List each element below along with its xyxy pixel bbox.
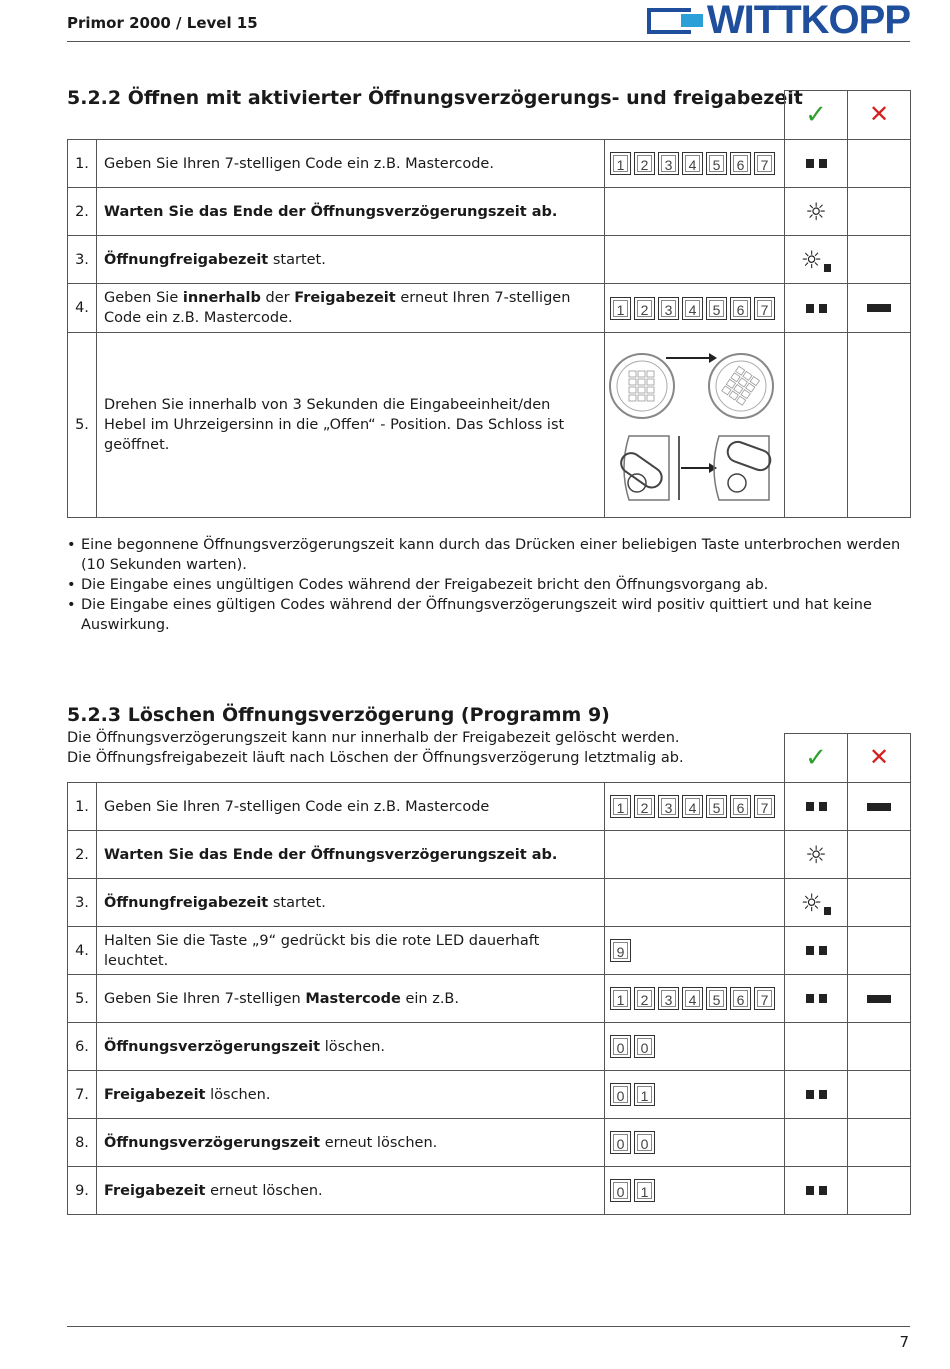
success-indicator (785, 783, 848, 831)
error-indicator (848, 1071, 911, 1119)
error-indicator (848, 783, 911, 831)
step-number: 2. (68, 831, 97, 879)
key-digit: 1 (640, 1088, 649, 1104)
section-subtitle-line-1: Die Öffnungsverzögerungszeit kann nur innerhalb der Freigabezeit gelöscht werden. (67, 730, 680, 746)
page-number: 7 (899, 1333, 909, 1351)
step-number: 1. (68, 140, 97, 188)
steps-table-5-2-3 (67, 733, 911, 1215)
keypad-key-icon (610, 152, 631, 175)
keypad-key-icon (682, 795, 703, 818)
keypad-input (605, 236, 785, 284)
keypad-key-icon (754, 297, 775, 320)
instruction-text: Öffnungfreigabezeit (104, 251, 269, 268)
sun-icon: ☼ (805, 197, 827, 226)
led-double-blink-icon (806, 1090, 827, 1099)
key-digit: 1 (640, 1184, 649, 1200)
instruction-text: Freigabezeit (104, 1086, 206, 1103)
cross-icon: ✕ (868, 743, 890, 771)
keypad-key-icon (658, 987, 679, 1010)
error-indicator (848, 1119, 911, 1167)
instruction-text: Freigabezeit (104, 1182, 206, 1199)
note-item: • Die Eingabe eines gültigen Codes während der Öffnungsverzögerungszeit wird positiv quittiert und hat keine Auswirkung. (67, 595, 912, 635)
success-indicator (785, 975, 848, 1023)
keypad-key-icon (610, 1131, 631, 1154)
wittkopp-logo (647, 0, 910, 42)
keypad-key-icon (706, 795, 727, 818)
error-indicator (848, 236, 911, 284)
check-icon: ✓ (805, 99, 827, 130)
error-column-header (848, 734, 911, 783)
step-instruction (97, 879, 605, 927)
step-number: 3. (68, 879, 97, 927)
table-header-row (68, 734, 911, 783)
keypad-key-icon (730, 297, 751, 320)
sun-icon: ☼ (800, 245, 823, 274)
table-header-row (68, 91, 911, 140)
key-digit: 0 (640, 1040, 649, 1056)
led-double-blink-icon (806, 802, 827, 811)
keypad-key-icon (610, 1035, 631, 1058)
key-digit: 9 (616, 944, 625, 960)
success-indicator (785, 1119, 848, 1167)
key-digit: 6 (736, 157, 745, 173)
key-digit: 5 (712, 800, 721, 816)
page-header (67, 0, 910, 42)
instruction-text: ein z.B. (400, 990, 459, 1007)
instruction-text: Freigabezeit (294, 290, 396, 306)
section-title-5-2-3: 5.2.3 Löschen Öffnungsverzögerung (Programm 9) (67, 704, 610, 726)
instruction-text: erneut löschen. (205, 1182, 323, 1199)
keypad-key-icon (634, 297, 655, 320)
step-instruction (97, 1071, 605, 1119)
table-row (68, 1119, 911, 1167)
table-row (68, 879, 911, 927)
error-indicator (848, 1167, 911, 1215)
step-instruction (97, 236, 605, 284)
keypad-key-icon (754, 987, 775, 1010)
note-item: • Eine begonnene Öffnungsverzögerungszeit kann durch das Drücken einer beliebigen Taste unterbrochen werden (10 Sekunden warten). (67, 535, 912, 575)
keypad-input (605, 333, 785, 518)
keypad-key-icon (658, 795, 679, 818)
keypad-key-icon (682, 297, 703, 320)
key-digit: 5 (712, 992, 721, 1008)
table-row (68, 783, 911, 831)
keypad-key-icon (610, 1083, 631, 1106)
key-digit: 2 (640, 992, 649, 1008)
led-long-icon (867, 995, 891, 1003)
step-number: 1. (68, 783, 97, 831)
table-row (68, 140, 911, 188)
keypad-key-icon (610, 939, 631, 962)
table-row (68, 831, 911, 879)
key-digit: 3 (664, 992, 673, 1008)
key-digit: 3 (664, 157, 673, 173)
keypad-key-icon (634, 1179, 655, 1202)
step-instruction (97, 975, 605, 1023)
key-digit: 6 (736, 301, 745, 318)
keypad-key-icon (706, 987, 727, 1010)
error-column-header (848, 91, 911, 140)
table-row (68, 236, 911, 284)
instruction-text: startet. (268, 251, 326, 268)
key-digit: 5 (712, 157, 721, 173)
key-digit: 1 (616, 301, 625, 318)
led-long-icon (867, 304, 891, 312)
key-digit: 1 (616, 157, 625, 173)
keypad-key-icon (634, 1131, 655, 1154)
instruction-text: Öffnungsverzögerungszeit (104, 1038, 321, 1055)
lock-turn-illustration (609, 338, 779, 510)
instruction-text: Öffnungsverzögerungszeit (104, 1134, 321, 1151)
keypad-key-icon (754, 795, 775, 818)
success-indicator (785, 879, 848, 927)
note-item: • Die Eingabe eines ungültigen Codes während der Freigabezeit bricht den Öffnungsvorgang ab. (67, 575, 912, 595)
instruction-text: innerhalb (182, 290, 261, 306)
error-indicator (848, 140, 911, 188)
keypad-input (605, 1119, 785, 1167)
keypad-key-icon (730, 987, 751, 1010)
error-indicator (848, 831, 911, 879)
table-row (68, 188, 911, 236)
step-instruction (97, 927, 605, 975)
step-instruction (97, 831, 605, 879)
keypad-key-icon (610, 795, 631, 818)
error-indicator (848, 879, 911, 927)
step-instruction (97, 1023, 605, 1071)
led-double-blink-icon (806, 159, 827, 168)
keypad-input (605, 879, 785, 927)
keypad-input (605, 1023, 785, 1071)
key-digit: 2 (640, 157, 649, 173)
step-number: 9. (68, 1167, 97, 1215)
keypad-key-icon (658, 152, 679, 175)
success-indicator (785, 1167, 848, 1215)
success-indicator (785, 236, 848, 284)
keypad-input (605, 188, 785, 236)
keypad-key-icon (610, 1179, 631, 1202)
key-digit: 7 (760, 800, 769, 816)
step-instruction (97, 333, 605, 518)
step-instruction (97, 188, 605, 236)
check-icon: ✓ (805, 742, 827, 773)
keypad-input (605, 783, 785, 831)
led-double-blink-icon (806, 304, 827, 313)
instruction-text: Warten Sie das Ende der Öffnungsverzögerungszeit ab. (104, 846, 558, 863)
instruction-text: löschen. (320, 1038, 386, 1055)
keypad-key-icon (634, 152, 655, 175)
key-digit: 6 (736, 992, 745, 1008)
error-indicator (848, 284, 911, 333)
instruction-text: erneut löschen. (320, 1134, 438, 1151)
key-digit: 4 (688, 800, 697, 816)
step-number: 5. (68, 333, 97, 518)
step-instruction (97, 140, 605, 188)
success-indicator (785, 284, 848, 333)
footer-divider (67, 1326, 910, 1327)
success-indicator (785, 140, 848, 188)
document-title: Primor 2000 / Level 15 (67, 14, 258, 32)
keypad-key-icon (730, 795, 751, 818)
key-digit: 0 (640, 1136, 649, 1152)
keypad-input (605, 140, 785, 188)
keypad-key-icon (754, 152, 775, 175)
keypad-key-icon (658, 297, 679, 320)
key-digit: 0 (616, 1136, 625, 1152)
keypad-input (605, 284, 785, 333)
led-double-blink-icon (806, 1186, 827, 1195)
table-row (68, 284, 911, 333)
instruction-text: löschen. (205, 1086, 271, 1103)
key-digit: 0 (616, 1040, 625, 1056)
keypad-key-icon (634, 987, 655, 1010)
keypad-key-icon (610, 987, 631, 1010)
key-digit: 5 (712, 301, 721, 318)
step-number: 5. (68, 975, 97, 1023)
led-long-icon (867, 803, 891, 811)
keypad-key-icon (706, 297, 727, 320)
success-indicator (785, 927, 848, 975)
instruction-text: Öffnungfreigabezeit (104, 894, 269, 911)
keypad-key-icon (634, 1083, 655, 1106)
key-digit: 1 (616, 800, 625, 816)
key-digit: 4 (688, 157, 697, 173)
logo-mark-icon (647, 5, 703, 35)
instruction-text: Geben Sie Ihren 7-stelligen (104, 990, 306, 1007)
led-double-blink-icon (806, 946, 827, 955)
cross-icon: ✕ (868, 100, 890, 128)
key-digit: 4 (688, 992, 697, 1008)
instruction-text: Mastercode (305, 990, 401, 1007)
success-column-header (785, 734, 848, 783)
led-short-icon (824, 907, 831, 915)
keypad-key-icon (634, 1035, 655, 1058)
section-title-5-2-2: 5.2.2 Öffnen mit aktivierter Öffnungsverzögerungs- und freigabezeit (67, 87, 803, 109)
section-subtitle-line-2: Die Öffnungsfreigabezeit läuft nach Löschen der Öffnungsverzögerung letztmalig ab. (67, 750, 684, 766)
keypad-key-icon (706, 152, 727, 175)
step-number: 4. (68, 927, 97, 975)
steps-table-5-2-2 (67, 90, 911, 518)
instruction-text: der (260, 290, 295, 306)
instruction-text: Geben Sie Ihren 7-stelligen Code ein z.B. Mastercode. (104, 155, 494, 172)
error-indicator (848, 927, 911, 975)
success-indicator (785, 831, 848, 879)
keypad-key-icon (682, 987, 703, 1010)
step-number: 7. (68, 1071, 97, 1119)
key-digit: 4 (688, 301, 697, 318)
table-row (68, 1167, 911, 1215)
step-instruction (97, 1119, 605, 1167)
instruction-text: Drehen Sie innerhalb von 3 Sekunden die Eingabeeinheit/den Hebel im Uhrzeigersinn in die „Offen“ - Position. Das Schloss ist geöffnet. (104, 397, 565, 453)
key-digit: 7 (760, 992, 769, 1008)
key-digit: 3 (664, 800, 673, 816)
table-row (68, 927, 911, 975)
step-number: 8. (68, 1119, 97, 1167)
keypad-key-icon (610, 297, 631, 320)
error-indicator (848, 333, 911, 518)
keypad-key-icon (682, 152, 703, 175)
error-indicator (848, 975, 911, 1023)
notes-list (67, 535, 912, 635)
success-indicator (785, 188, 848, 236)
table-row (68, 1071, 911, 1119)
key-digit: 2 (640, 301, 649, 318)
success-column-header (785, 91, 848, 140)
step-instruction (97, 783, 605, 831)
key-digit: 6 (736, 800, 745, 816)
key-digit: 3 (664, 301, 673, 318)
keypad-input (605, 831, 785, 879)
table-row (68, 333, 911, 518)
error-indicator (848, 188, 911, 236)
success-indicator (785, 333, 848, 518)
key-digit: 2 (640, 800, 649, 816)
success-indicator (785, 1071, 848, 1119)
instruction-text: Warten Sie das Ende der Öffnungsverzögerungszeit ab. (104, 203, 558, 220)
instruction-text: Geben Sie (104, 290, 183, 306)
step-number: 6. (68, 1023, 97, 1071)
table-row (68, 1023, 911, 1071)
sun-icon: ☼ (805, 840, 827, 869)
led-short-icon (824, 264, 831, 272)
led-double-blink-icon (806, 994, 827, 1003)
keypad-input (605, 975, 785, 1023)
error-indicator (848, 1023, 911, 1071)
step-instruction (97, 1167, 605, 1215)
instruction-text: Geben Sie Ihren 7-stelligen Code ein z.B. Mastercode (104, 798, 490, 815)
keypad-input (605, 927, 785, 975)
sun-icon: ☼ (800, 888, 823, 917)
success-indicator (785, 1023, 848, 1071)
instruction-text: erneut Ihren 7-stelligen Code ein z.B. Mastercode. (104, 290, 571, 326)
key-digit: 0 (616, 1184, 625, 1200)
step-number: 2. (68, 188, 97, 236)
instruction-text: Halten Sie die Taste „9“ gedrückt bis die rote LED dauerhaft leuchtet. (104, 932, 540, 969)
key-digit: 7 (760, 301, 769, 318)
keypad-input (605, 1071, 785, 1119)
table-row (68, 975, 911, 1023)
keypad-key-icon (730, 152, 751, 175)
keypad-key-icon (634, 795, 655, 818)
key-digit: 0 (616, 1088, 625, 1104)
step-number: 4. (68, 284, 97, 333)
logo-text: WITTKOPP (706, 0, 910, 42)
key-digit: 7 (760, 157, 769, 173)
step-number: 3. (68, 236, 97, 284)
keypad-input (605, 1167, 785, 1215)
instruction-text: startet. (268, 894, 326, 911)
key-digit: 1 (616, 992, 625, 1008)
step-instruction (97, 284, 605, 333)
